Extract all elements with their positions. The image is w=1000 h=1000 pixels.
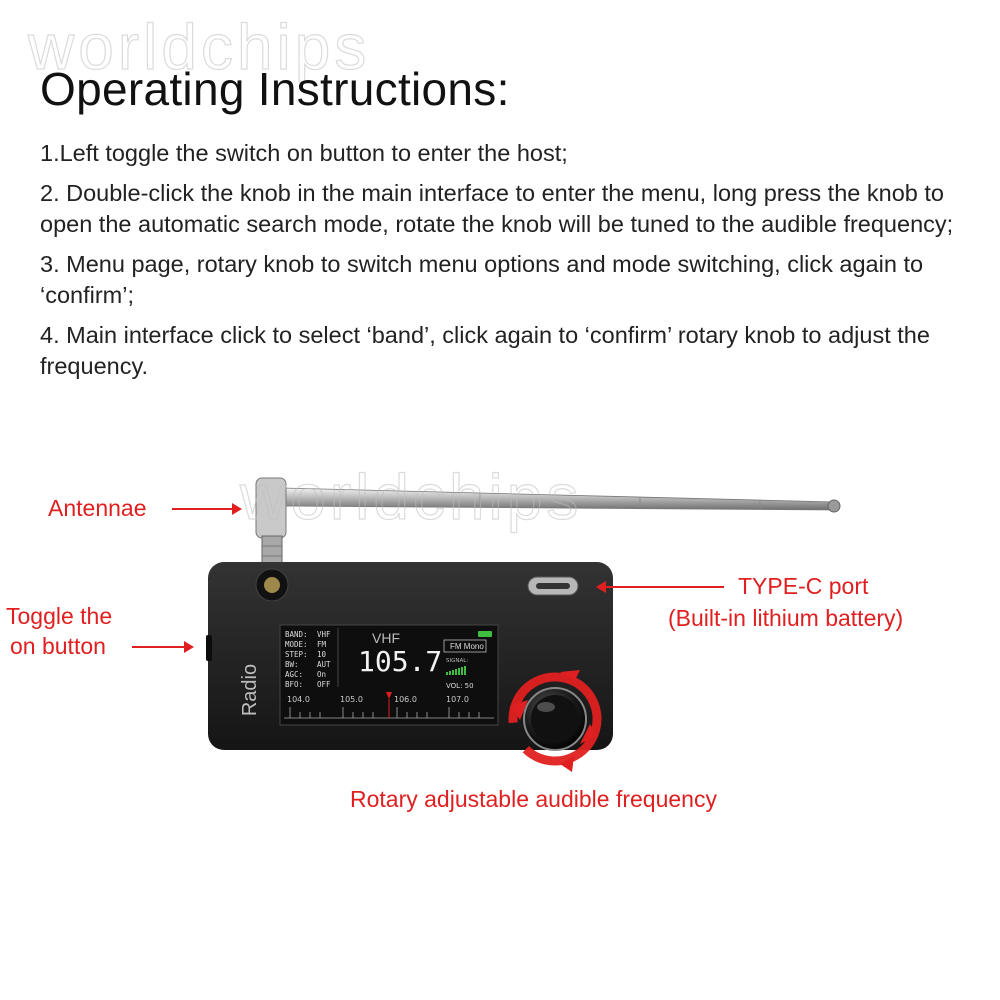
toggle-sublabel: on button: [10, 633, 106, 659]
battery-icon: [478, 631, 492, 637]
step-label: STEP:: [285, 650, 308, 659]
volume-readout: VOL: 50: [446, 682, 474, 690]
radio-display: [280, 625, 498, 725]
instruction-step-2: 2. Double-click the knob in the main interface to enter the menu, long press the knob to open the automatic search mode, rotate the knob will be tuned to the audible frequency;: [40, 180, 954, 237]
step-value: 10: [317, 650, 327, 659]
antenna-arrow-icon: [172, 508, 240, 510]
type-c-sublabel: (Built-in lithium battery): [668, 605, 904, 631]
case-label: Radio: [239, 663, 261, 717]
type-c-arrow-icon: [598, 586, 724, 588]
toggle-arrow-icon: [132, 646, 192, 648]
frequency-readout: 105.7: [358, 645, 443, 678]
bfo-label: BFO:: [285, 680, 304, 689]
antenna-label: Antennae: [48, 495, 147, 521]
scale-label: 107.0: [446, 695, 469, 704]
instruction-step-4: 4. Main interface click to select ‘band’, click again to ‘confirm’ rotary knob to adjust the frequency.: [40, 322, 930, 379]
agc-label: AGC:: [285, 670, 304, 679]
band-label: BAND:: [285, 630, 308, 639]
scale-label: 104.0: [287, 695, 310, 704]
page-title: Operating Instructions:: [40, 63, 510, 115]
mode-value: FM: [317, 640, 327, 649]
instruction-step-1: 1.Left toggle the switch on button to enter the host;: [40, 140, 568, 166]
watermark: worldchips: [28, 11, 371, 83]
band-value: VHF: [317, 630, 331, 639]
signal-label: SIGNAL:: [446, 658, 469, 664]
rotary-label: Rotary adjustable audible frequency: [350, 786, 717, 812]
type-c-label: TYPE-C port: [738, 573, 869, 599]
scale-label: 106.0: [394, 695, 417, 704]
scale-label: 105.0: [340, 695, 363, 704]
bw-label: BW:: [285, 660, 299, 669]
mode-label: MODE:: [285, 640, 308, 649]
toggle-label: Toggle the: [6, 603, 113, 629]
agc-value: On: [317, 670, 327, 679]
stereo-indicator: FM Mono: [450, 642, 484, 651]
instruction-step-3: 3. Menu page, rotary knob to switch menu options and mode switching, click again to ‘confirm’;: [40, 251, 924, 308]
band-title: VHF: [372, 630, 400, 646]
bfo-value: OFF: [317, 680, 331, 689]
bw-value: AUT: [317, 660, 331, 669]
watermark: worldchips: [240, 461, 583, 533]
